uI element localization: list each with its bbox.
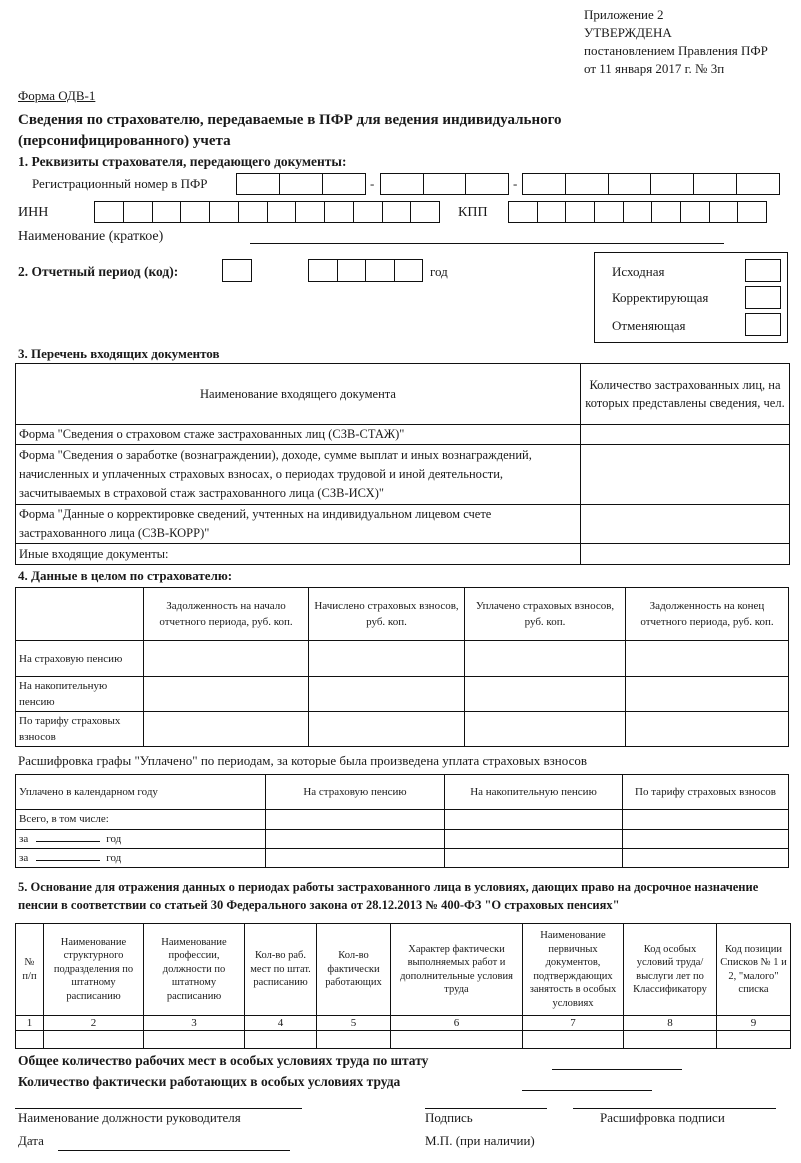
year-input[interactable] (36, 850, 100, 861)
document-title: Сведения по страхователю, передаваемые в ПФР для ведения индивидуального (персонифицированного) учета (18, 112, 562, 149)
section5-title: 5. Основание для отражения данных о периодах работы застрахованного лица в условиях, дающих право на досрочное назначение пенсии в соответствии со статьей 30 Федерального закона от 28.12.2013 № 400-ФЗ "О страховых пенсиях" (18, 880, 759, 912)
column-header-tariff: По тарифу страховых взносов (623, 775, 789, 810)
reg-number-cell[interactable] (566, 174, 609, 194)
row-label: По тарифу страховых взносов (16, 712, 144, 747)
year-row-label (16, 830, 266, 849)
table-header-row (16, 364, 790, 425)
type-label-corrective: Корректирующая (612, 290, 709, 305)
data-input[interactable] (16, 1031, 44, 1049)
total-places-label: Общее количество рабочих мест в особых условиях труда по штату (18, 1053, 429, 1068)
data-input[interactable] (44, 1031, 144, 1049)
total-label: Всего, в том числе: (16, 810, 266, 830)
document-name-cell: Форма "Сведения о страховом стаже застрахованных лиц (СЗВ-СТАЖ)" (16, 425, 581, 445)
document-type-box (594, 252, 788, 343)
column-header-insured-count: Количество застрахованных лиц, на которых представлены сведения, чел. (581, 364, 790, 425)
column-header-debt-start: Задолженность на начало отчетного периода, руб. коп. (144, 588, 309, 641)
table-row (16, 505, 790, 544)
year-suffix: год (106, 833, 122, 845)
kpp-label: КПП (458, 205, 488, 220)
section2-title: 2. Отчетный период (код): (18, 264, 179, 279)
stamp-label: М.П. (при наличии) (425, 1133, 535, 1148)
form-code: Форма ОДВ-1 (18, 88, 96, 103)
amount-input[interactable] (623, 830, 789, 849)
insured-count-input[interactable] (581, 425, 790, 445)
short-name-label: Наименование (краткое) (18, 229, 164, 244)
amount-input[interactable] (626, 712, 789, 747)
table-header-row (16, 924, 791, 1016)
kpp-cell[interactable] (652, 202, 681, 222)
data-input[interactable] (523, 1031, 624, 1049)
year-prefix: за (19, 833, 29, 845)
amount-input[interactable] (144, 712, 309, 747)
year-cell[interactable] (338, 260, 367, 281)
position-line[interactable] (15, 1108, 302, 1109)
year-cell[interactable] (366, 260, 395, 281)
reg-number-cell[interactable] (466, 174, 509, 194)
inn-cell[interactable] (181, 202, 210, 222)
insured-count-input[interactable] (581, 445, 790, 505)
approved-label: УТВЕРЖДЕНА (584, 25, 672, 40)
inn-cell[interactable] (411, 202, 440, 222)
reg-number-group-2[interactable] (380, 173, 509, 195)
breakdown-title: Расшифровка графы "Уплачено" по периодам, за которые была произведена уплата страховых взносов (18, 753, 587, 768)
table-row (16, 544, 790, 565)
amount-input[interactable] (144, 641, 309, 677)
section1-title: 1. Реквизиты страхователя, передающего документы: (18, 154, 347, 169)
column-numbers-row (16, 1016, 791, 1031)
year-suffix: год (106, 852, 122, 864)
approved-by: постановлением Правления ПФР (584, 43, 768, 58)
year-input[interactable] (36, 831, 100, 842)
column-header-funded-pension: На накопительную пенсию (445, 775, 623, 810)
inn-cell[interactable] (325, 202, 354, 222)
position-label: Наименование должности руководителя (18, 1110, 241, 1125)
inn-cell[interactable] (153, 202, 182, 222)
kpp-cell[interactable] (738, 202, 767, 222)
inn-label: ИНН (18, 205, 49, 220)
inn-cell[interactable] (95, 202, 124, 222)
year-cell[interactable] (309, 260, 338, 281)
column-header-accrued: Начислено страховых взносов, руб. коп. (309, 588, 465, 641)
insured-count-input[interactable] (581, 505, 790, 544)
amount-input[interactable] (144, 677, 309, 712)
date-label: Дата (18, 1133, 44, 1148)
inn-cell[interactable] (354, 202, 383, 222)
kpp-field[interactable] (508, 201, 767, 223)
table-row (16, 677, 789, 712)
actual-workers-input[interactable] (522, 1076, 652, 1091)
inn-field[interactable] (94, 201, 440, 223)
short-name-field[interactable] (250, 230, 724, 244)
paid-breakdown-table (15, 774, 789, 868)
reg-number-cell[interactable] (424, 174, 467, 194)
year-prefix: за (19, 852, 29, 864)
kpp-cell[interactable] (710, 202, 739, 222)
column-number: 9 (717, 1016, 791, 1031)
data-input[interactable] (717, 1031, 791, 1049)
reg-number-cell[interactable] (323, 174, 366, 194)
column-header-profession: Наименование профессии, должности по штатному расписанию (144, 924, 245, 1016)
amount-input[interactable] (626, 641, 789, 677)
kpp-cell[interactable] (566, 202, 595, 222)
amount-input[interactable] (626, 677, 789, 712)
column-header-insurance-pension: На страховую пенсию (266, 775, 445, 810)
column-header-primary-documents: Наименование первичных документов, подтверждающих занятость в особых условиях (523, 924, 624, 1016)
column-number: 2 (44, 1016, 144, 1031)
column-number: 7 (523, 1016, 624, 1031)
reg-number-group-3[interactable] (522, 173, 780, 195)
amount-input[interactable] (266, 849, 445, 868)
type-checkbox-cancelling[interactable] (745, 313, 781, 336)
kpp-cell[interactable] (624, 202, 653, 222)
amount-input[interactable] (445, 830, 623, 849)
incoming-documents-table (15, 363, 790, 565)
table-row (16, 830, 789, 849)
amount-input[interactable] (266, 830, 445, 849)
column-number: 6 (391, 1016, 523, 1031)
table-row (16, 810, 789, 830)
document-name-cell: Форма "Данные о корректировке сведений, учтенных на индивидуальном лицевом счете застрахованного лица (СЗВ-КОРР)" (16, 505, 581, 544)
appendix-label: Приложение 2 (584, 7, 664, 22)
signature-line[interactable] (425, 1108, 547, 1109)
reg-number-separator: - (513, 176, 518, 191)
row-label: На страховую пенсию (16, 641, 144, 677)
table-row (16, 641, 789, 677)
period-code-field[interactable] (222, 259, 252, 282)
amount-input[interactable] (465, 677, 626, 712)
section4-title: 4. Данные в целом по страхователю: (18, 568, 233, 583)
column-header-work-nature: Характер фактически выполняемых работ и дополнительные условия труда (391, 924, 523, 1016)
amount-input[interactable] (465, 712, 626, 747)
column-header-number: № п/п (16, 924, 44, 1016)
kpp-cell[interactable] (595, 202, 624, 222)
table-row (16, 712, 789, 747)
reg-number-group-1[interactable] (236, 173, 366, 195)
inn-cell[interactable] (383, 202, 412, 222)
amount-input[interactable] (309, 712, 465, 747)
reg-number-cell[interactable] (609, 174, 652, 194)
amount-input[interactable] (445, 810, 623, 830)
column-header-paid: Уплачено страховых взносов, руб. коп. (465, 588, 626, 641)
column-header-document-name: Наименование входящего документа (16, 364, 581, 425)
decoding-label: Расшифровка подписи (600, 1110, 725, 1125)
actual-workers-label: Количество фактически работающих в особых условиях труда (18, 1074, 401, 1089)
type-checkbox-corrective[interactable] (745, 286, 781, 309)
data-input[interactable] (391, 1031, 523, 1049)
year-field[interactable] (308, 259, 423, 282)
inn-cell[interactable] (296, 202, 325, 222)
type-checkbox-initial[interactable] (745, 259, 781, 282)
document-name-cell: Иные входящие документы: (16, 544, 581, 565)
data-input[interactable] (245, 1031, 317, 1049)
reg-number-cell[interactable] (737, 174, 780, 194)
data-input[interactable] (317, 1031, 391, 1049)
approval-block (584, 6, 768, 78)
table-row (16, 445, 790, 505)
column-number: 4 (245, 1016, 317, 1031)
table-row (16, 1031, 791, 1049)
reg-number-cell[interactable] (280, 174, 323, 194)
data-input[interactable] (624, 1031, 717, 1049)
amount-input[interactable] (465, 641, 626, 677)
reg-number-cell[interactable] (237, 174, 280, 194)
amount-input[interactable] (623, 849, 789, 868)
amount-input[interactable] (309, 641, 465, 677)
reg-number-cell[interactable] (651, 174, 694, 194)
table-header-row (16, 588, 789, 641)
type-label-cancelling: Отменяющая (612, 318, 686, 333)
table-row (16, 849, 789, 868)
row-label: На накопительную пенсию (16, 677, 144, 712)
amount-input[interactable] (266, 810, 445, 830)
reg-number-label: Регистрационный номер в ПФР (32, 176, 208, 191)
column-header-staff-places: Кол-во раб. мест по штат. расписанию (245, 924, 317, 1016)
special-conditions-table (15, 923, 791, 1049)
inn-cell[interactable] (124, 202, 153, 222)
column-header-list-position-code: Код позиции Списков № 1 и 2, "малого" списка (717, 924, 791, 1016)
reg-number-cell[interactable] (694, 174, 737, 194)
column-number: 5 (317, 1016, 391, 1031)
reg-number-separator: - (370, 176, 375, 191)
kpp-cell[interactable] (538, 202, 567, 222)
column-number: 1 (16, 1016, 44, 1031)
table-header-row (16, 775, 789, 810)
column-number: 8 (624, 1016, 717, 1031)
amount-input[interactable] (309, 677, 465, 712)
date-line[interactable] (58, 1150, 290, 1151)
reg-number-cell[interactable] (523, 174, 566, 194)
data-input[interactable] (144, 1031, 245, 1049)
reg-number-cell[interactable] (381, 174, 424, 194)
approval-date: от 11 января 2017 г. № 3п (584, 61, 725, 76)
insurer-data-table (15, 587, 789, 747)
column-header-debt-end: Задолженность на конец отчетного периода, руб. коп. (626, 588, 789, 641)
column-number: 3 (144, 1016, 245, 1031)
year-label: год (430, 264, 448, 279)
column-header-department: Наименование структурного подразделения по штатному расписанию (44, 924, 144, 1016)
total-places-input[interactable] (552, 1055, 682, 1070)
section3-title: 3. Перечень входящих документов (18, 346, 220, 361)
amount-input[interactable] (445, 849, 623, 868)
column-header-empty (16, 588, 144, 641)
inn-cell[interactable] (268, 202, 297, 222)
column-header-calendar-year: Уплачено в календарном году (16, 775, 266, 810)
column-header-conditions-code: Код особых условий труда/ выслуги лет по Классификатору (624, 924, 717, 1016)
inn-cell[interactable] (210, 202, 239, 222)
inn-cell[interactable] (239, 202, 268, 222)
kpp-cell[interactable] (681, 202, 710, 222)
column-header-actual-workers: Кол-во фактически работающих (317, 924, 391, 1016)
insured-count-input[interactable] (581, 544, 790, 565)
signature-label: Подпись (425, 1110, 473, 1125)
year-row-label (16, 849, 266, 868)
table-row (16, 425, 790, 445)
document-name-cell: Форма "Сведения о заработке (вознаграждении), доходе, сумме выплат и иных вознаграждений, начисленных и уплаченных страховых взносах, о периодах трудовой и иной деятельности, засчитываемых в страховой стаж застрахованного лица (СЗВ-ИСХ)" (16, 445, 581, 505)
amount-input[interactable] (623, 810, 789, 830)
decoding-line[interactable] (573, 1108, 776, 1109)
kpp-cell[interactable] (509, 202, 538, 222)
year-cell[interactable] (395, 260, 424, 281)
type-label-initial: Исходная (612, 264, 665, 279)
